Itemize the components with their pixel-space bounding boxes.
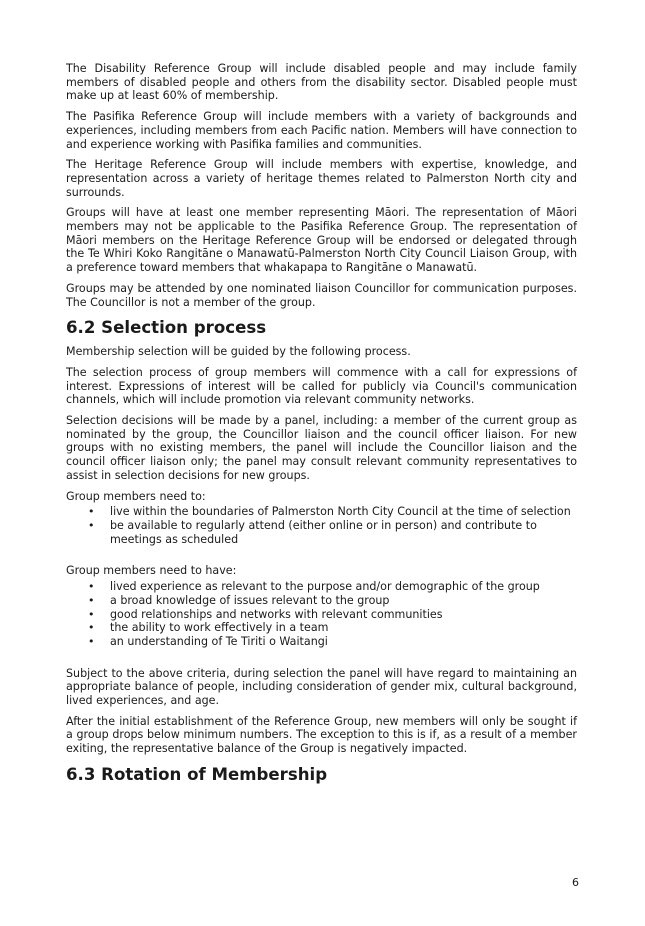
need-to-list [66,505,577,546]
list-item: • good relationships and networks with relevant communities [110,608,577,622]
need-to-have-list [66,580,577,649]
new-members-paragraph: After the initial establishment of the Reference Group, new members will only be sought if a group drops below minimum numbers. The exception to this is if, as a result of a member exiting, the representative balance of the Group is negatively impacted. [66,714,577,756]
balance-criteria-paragraph: Subject to the above criteria, during selection the panel will have regard to maintaining an appropriate balance of people, including consideration of gender mix, cultural background, lived experiences, and age. [66,666,577,708]
section-heading-rotation-of-membership: 6.3 Rotation of Membership [66,764,328,784]
maori-representation-paragraph: Groups will have at least one member representing Māori. The representation of Māori members may not be applicable to the Pasifika Reference Group. The representation of Māori members on the Heritage Reference Group will be endorsed or delegated through the Te Whiri Koko Rangitāne o Manawatū-Palmerston North City Council Liaison Group, with a preference toward members that whakapapa to Rangitāne o Manawatū. [66,206,577,275]
selection-intro-paragraph: Membership selection will be guided by the following process. [66,345,411,359]
need-to-have-intro: Group members need to have: [66,564,237,578]
need-to-intro: Group members need to: [66,489,206,503]
list-item: • live within the boundaries of Palmerston North City Council at the time of selection [110,505,577,519]
list-item: • the ability to work effectively in a team [110,621,577,635]
disability-group-paragraph: The Disability Reference Group will include disabled people and may include family members of disabled people and others from the disability sector. Disabled people must make up at least 60% of membership. [66,62,577,103]
pasifika-group-paragraph: The Pasifika Reference Group will include members with a variety of backgrounds and experiences, including members from each Pacific nation. Members will have connection to and experience working with Pasifika families and communities. [66,110,577,151]
section-heading-selection-process: 6.2 Selection process [66,318,267,338]
heritage-group-paragraph: The Heritage Reference Group will include members with expertise, knowledge, and representation across a variety of heritage themes related to Palmerston North city and surrounds. [66,158,577,199]
selection-panel-paragraph: Selection decisions will be made by a panel, including: a member of the current group as nominated by the group, the Councillor liaison and the council officer liaison. For new groups with no existing members, the panel will include the Councillor liaison and the council officer liaison only; the panel may consult relevant community representatives to assist in selection decisions for new groups. [66,414,577,482]
list-item: • an understanding of Te Tiriti o Waitangi [110,635,577,649]
page-content [66,62,577,792]
page-number: 6 [572,876,579,889]
list-item: • be available to regularly attend (either online or in person) and contribute to meetings as scheduled [110,519,577,546]
list-item: • lived experience as relevant to the purpose and/or demographic of the group [110,580,577,594]
list-item: • a broad knowledge of issues relevant to the group [110,594,577,608]
liaison-councillor-paragraph: Groups may be attended by one nominated liaison Councillor for communication purposes. The Councillor is not a member of the group. [66,281,577,309]
selection-eoi-paragraph: The selection process of group members will commence with a call for expressions of interest. Expressions of interest will be called for publicly via Council's communication channels, which will include promotion via relevant community networks. [66,365,577,407]
